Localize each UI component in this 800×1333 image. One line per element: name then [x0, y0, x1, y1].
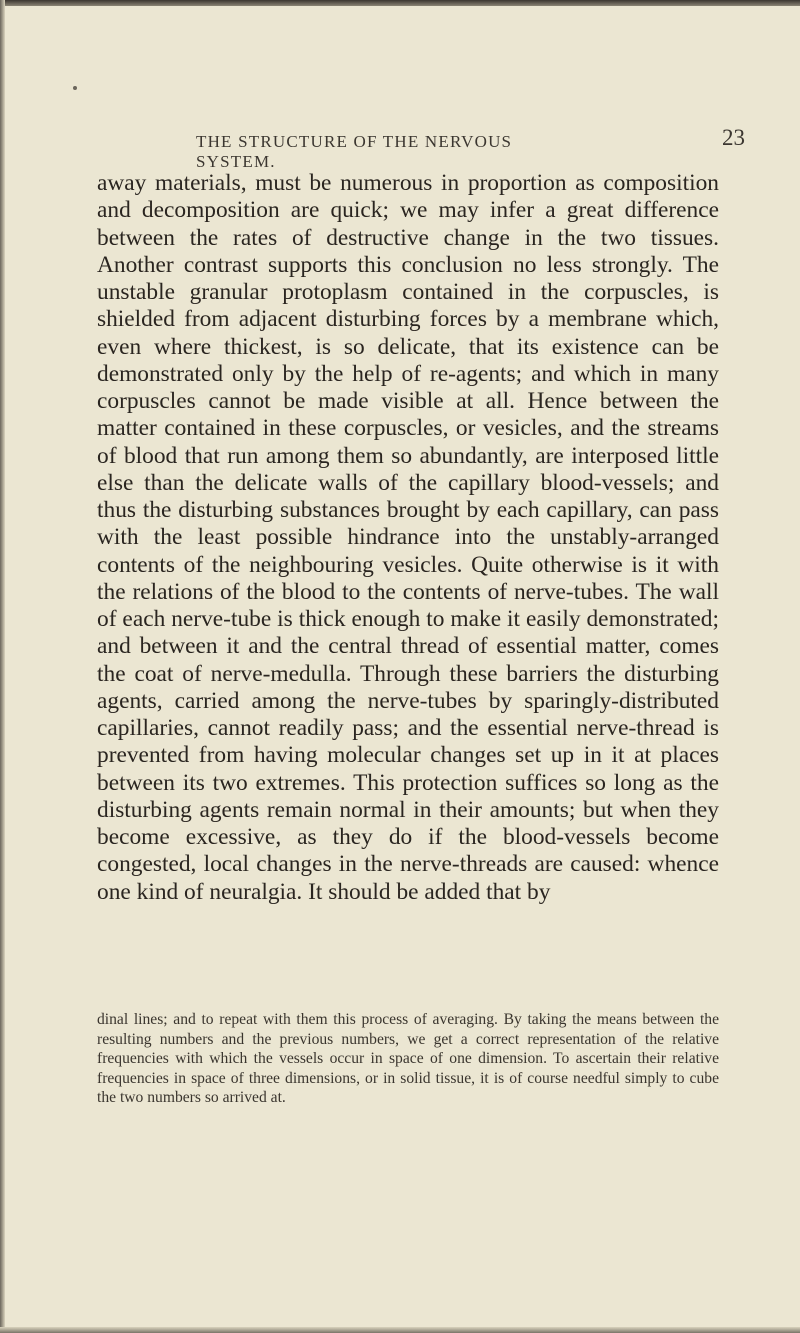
- ink-speck: [73, 86, 77, 90]
- body-paragraph: away materials, must be numerous in proportion as composition and decomposition are quick; we may infer a great difference between the rates of destructive change in the two tissues. Another contrast supports this conclusion no less strongly. The unstable granular protoplasm contained in the corpuscles, is shielded from adjacent disturbing forces by a membrane which, even where thickest, is so delicate, that its existence can be demonstrated only by the help of re-agents; and which in many corpuscles cannot be made visible at all. Hence between the matter contained in these corpuscles, or vesicles, and the streams of blood that run among them so abundantly, are interposed little else than the delicate walls of the capillary blood-vessels; and thus the disturbing substances brought by each capillary, can pass with the least possible hindrance into the unstably-arranged contents of the neighbouring vesicles. Quite otherwise is it with the relations of the blood to the contents of nerve-tubes. The wall of each nerve-tube is thick enough to make it easily demonstrated; and between it and the central thread of essential matter, comes the coat of nerve-medulla. Through these barriers the disturbing agents, carried among the nerve-tubes by sparingly-distributed capillaries, cannot readily pass; and the essential nerve-thread is prevented from having molecular changes set up in it at places between its two extremes. This protection suffices so long as the disturbing agents remain normal in their amounts; but when they become excessive, as they do if the blood-vessels become congested, local changes in the nerve-threads are caused: whence one kind of neuralgia. It should be added that by: [97, 170, 719, 905]
- page-number: 23: [722, 125, 745, 150]
- scan-edge-top: [0, 0, 800, 6]
- scan-edge-left: [0, 0, 5, 1333]
- scan-edge-bottom: [0, 1327, 800, 1333]
- footnote: dinal lines; and to repeat with them this process of averaging. By taking the means between the resulting numbers and the previous numbers, we get a correct representation of the relative frequencies with which the vessels occur in space of one dimension. To ascertain their relative frequencies in space of three dimensions, or in solid tissue, it is of course needful simply to cube the two numbers so arrived at.: [97, 1011, 719, 1107]
- running-head: THE STRUCTURE OF THE NERVOUS SYSTEM.: [196, 132, 513, 171]
